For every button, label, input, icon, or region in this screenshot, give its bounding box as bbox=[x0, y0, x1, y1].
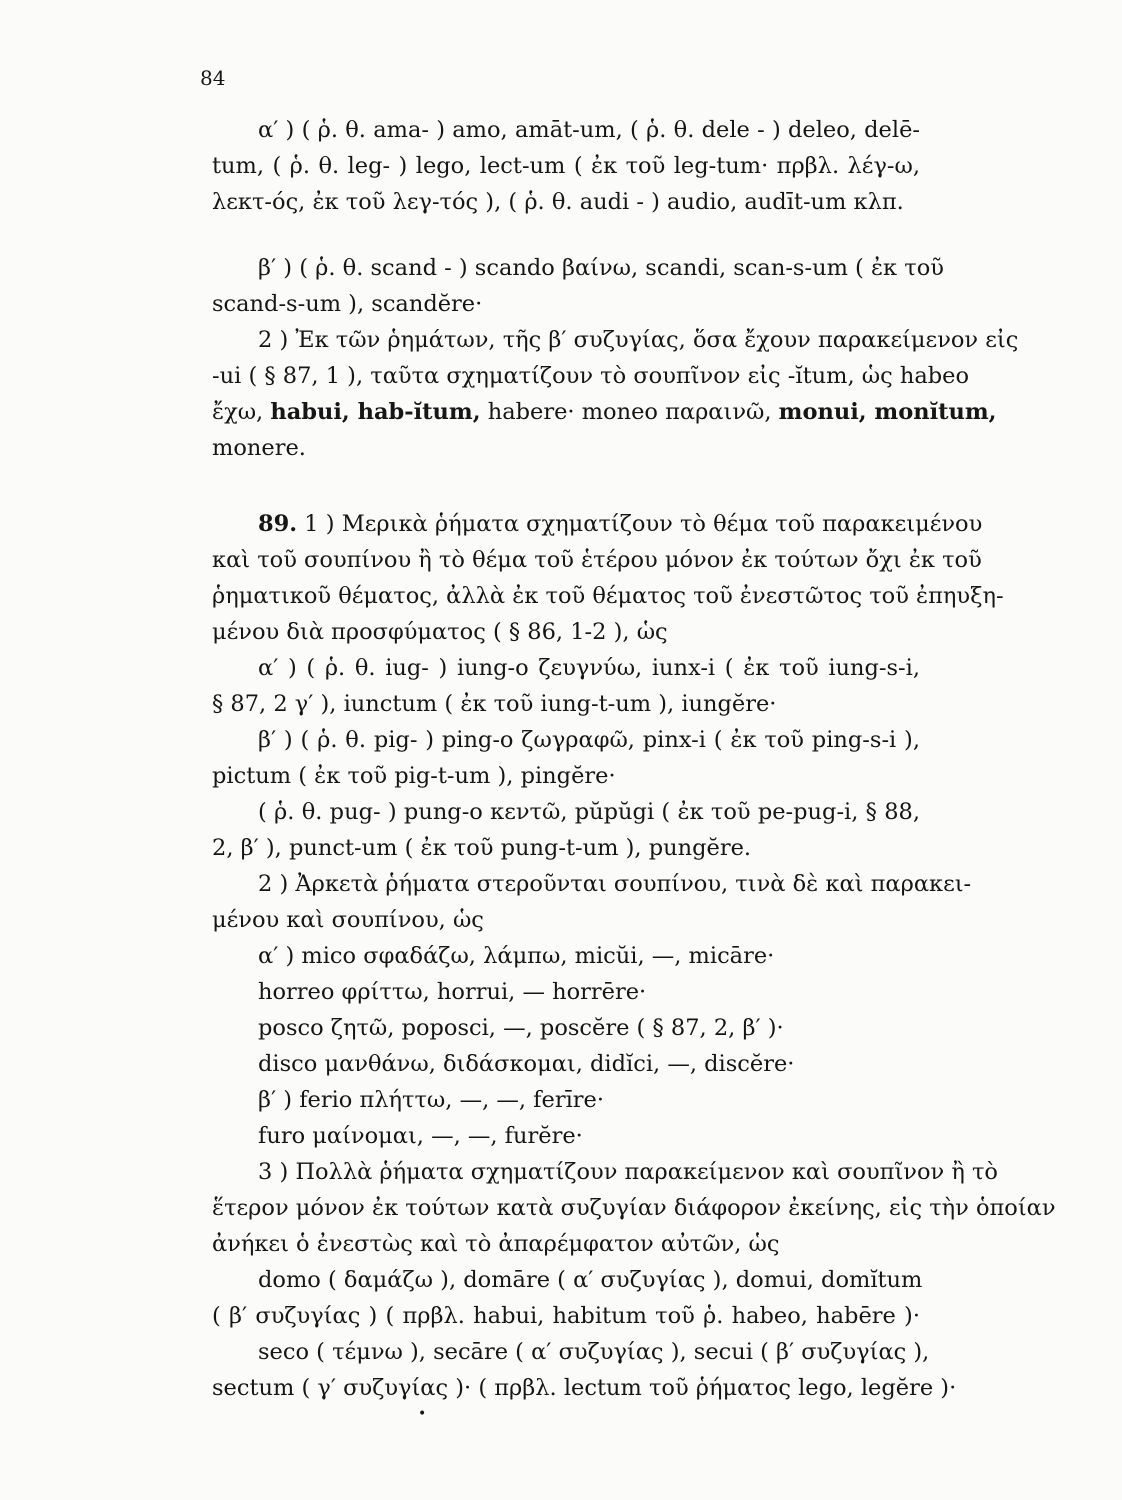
text-line: ( ῥ. θ. pug- ) pung-o κεντῶ, pŭpŭgi ( ἐκ τοῦ pe-pug-i, § 88, bbox=[258, 799, 920, 825]
page-number: 84 bbox=[200, 66, 226, 90]
text-line: β′ ) ( ῥ. θ. scand - ) scando βαίνω, scandi, scan-s-um ( ἐκ τοῦ bbox=[258, 255, 944, 281]
text-line: α′ ) ( ῥ. θ. ama- ) amo, amāt-um, ( ῥ. θ. dele - ) deleo, delē- bbox=[258, 117, 920, 143]
text-line: furo μαίνομαι, —, —, furĕre· bbox=[258, 1123, 583, 1149]
text-line: β′ ) ( ῥ. θ. pig- ) ping-o ζωγραφῶ, pinx-i ( ἐκ τοῦ ping-s-i ), bbox=[258, 727, 920, 753]
section-heading-line: 89. 1 ) Μερικὰ ῥήματα σχηματίζουν τὸ θέμα τοῦ παρακειμένου bbox=[258, 511, 983, 537]
text-line: § 87, 2 γ′ ), iunctum ( ἐκ τοῦ iung-t-um ), iungĕre· bbox=[212, 691, 777, 717]
text-line: 2, β′ ), punct-um ( ἐκ τοῦ pung-t-um ), pungĕre. bbox=[212, 835, 752, 861]
text-line: scand-s-um ), scandĕre· bbox=[212, 291, 483, 317]
text-line: sectum ( γ′ συζυγίας )· ( πρβλ. lectum τοῦ ῥήματος lego, legĕre )· bbox=[212, 1375, 957, 1401]
text-line: μένου καὶ σουπίνου, ὡς bbox=[212, 907, 484, 933]
text-line: -ui ( § 87, 1 ), ταῦτα σχηματίζουν τὸ σουπῖνον εἰς -ĭtum, ὡς habeo bbox=[212, 363, 970, 389]
text-line: 2 ) Ἐκ τῶν ῥημάτων, τῆς β′ συζυγίας, ὅσα ἔχουν παρακείμενον εἰς bbox=[258, 327, 1019, 353]
stray-dot: • bbox=[418, 1406, 427, 1422]
text-line: horreo φρίττω, horrui, — horrēre· bbox=[258, 979, 647, 1005]
text-line: ἀνήκει ὁ ἐνεστὼς καὶ τὸ ἀπαρέμφατον αὐτῶν, ὡς bbox=[212, 1231, 780, 1257]
text-line: ῥηματικοῦ θέματος, ἀλλὰ ἐκ τοῦ θέματος τοῦ ἐνεστῶτος τοῦ ἐπηυξη- bbox=[212, 583, 1004, 609]
text-line: domo ( δαμάζω ), domāre ( α′ συζυγίας ), domui, domĭtum bbox=[258, 1267, 923, 1293]
text-line: 2 ) Ἀρκετὰ ῥήματα στεροῦνται σουπίνου, τινὰ δὲ καὶ παρακει- bbox=[258, 871, 972, 897]
text-line: 3 ) Πολλὰ ῥήματα σχηματίζουν παρακείμενον καὶ σουπῖνον ἢ τὸ bbox=[258, 1159, 998, 1185]
text-line: μένου διὰ προσφύματος ( § 86, 1-2 ), ὡς bbox=[212, 619, 668, 645]
text-line: seco ( τέμνω ), secāre ( α′ συζυγίας ), secui ( β′ συζυγίας ), bbox=[258, 1339, 930, 1365]
text-line: ἕτερον μόνον ἐκ τούτων κατὰ συζυγίαν διάφορον ἐκείνης, εἰς τὴν ὁποίαν bbox=[212, 1195, 1056, 1221]
text-line: α′ ) mico σφαδάζω, λάμπω, micŭi, —, micāre· bbox=[258, 943, 775, 969]
text-line: β′ ) ferio πλήττω, —, —, ferīre· bbox=[258, 1087, 604, 1113]
text-line: α′ ) ( ῥ. θ. iug- ) iung-o ζευγνύω, iunx-i ( ἐκ τοῦ iung-s-i, bbox=[258, 655, 920, 681]
text-line: ἔχω, habui, hab-ĭtum, habere· moneo παραινῶ, monui, monĭtum, bbox=[212, 399, 997, 425]
text-line: ( β′ συζυγίας ) ( πρβλ. habui, habitum τοῦ ῥ. habeo, habēre )· bbox=[212, 1303, 920, 1329]
text-line: pictum ( ἐκ τοῦ pig-t-um ), pingĕre· bbox=[212, 763, 616, 789]
text-line: καὶ τοῦ σουπίνου ἢ τὸ θέμα τοῦ ἑτέρου μόνον ἐκ τούτων ὄχι ἐκ τοῦ bbox=[212, 547, 982, 573]
text-line: disco μανθάνω, διδάσκομαι, didĭci, —, discĕre· bbox=[258, 1051, 795, 1077]
text-line: tum, ( ῥ. θ. leg- ) lego, lect-um ( ἐκ τοῦ leg-tum· πρβλ. λέγ-ω, bbox=[212, 153, 920, 179]
text-line: posco ζητῶ, poposci, —, poscĕre ( § 87, 2, β′ )· bbox=[258, 1015, 784, 1041]
text-line: λεκτ-ός, ἐκ τοῦ λεγ-τός ), ( ῥ. θ. audi - ) audio, audīt-um κλπ. bbox=[212, 189, 904, 215]
text-line: monere. bbox=[212, 435, 306, 461]
